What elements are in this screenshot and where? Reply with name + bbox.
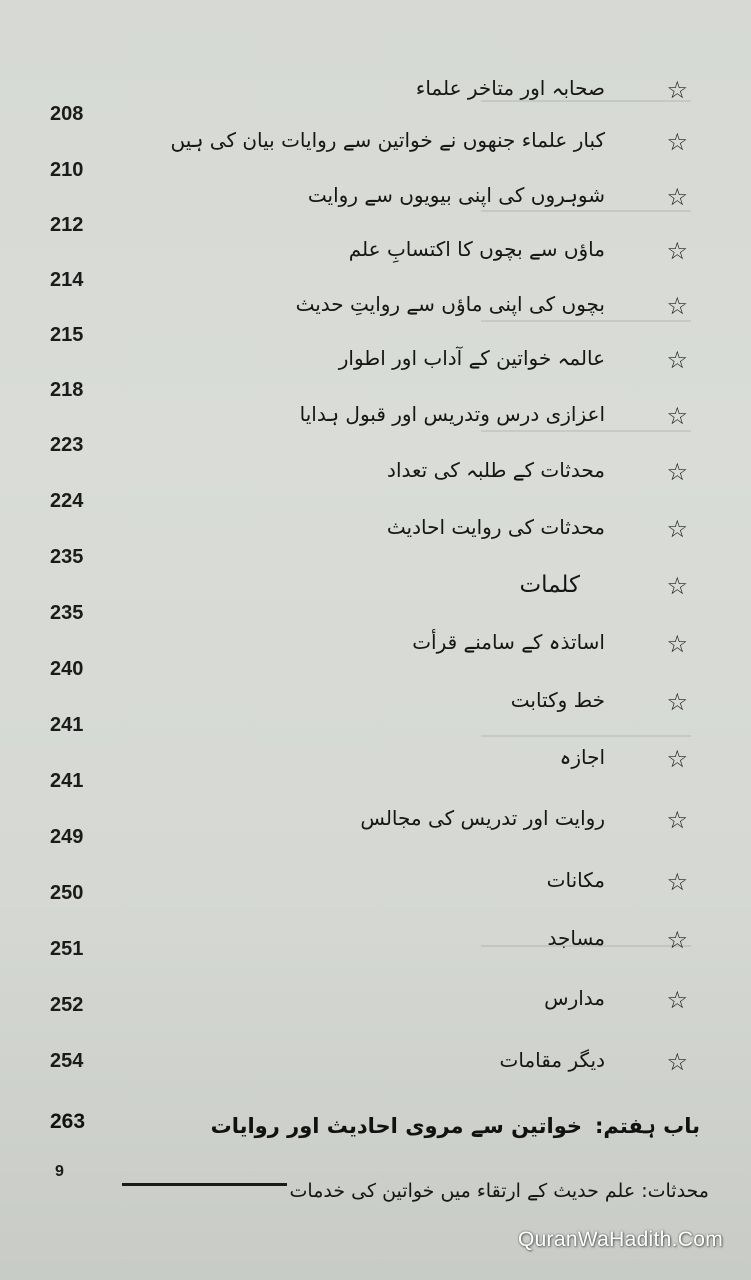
toc-page-number: 250 xyxy=(50,882,84,904)
toc-page-number: 208 xyxy=(50,103,84,125)
star-outline-icon: ☆ xyxy=(666,806,688,834)
star-outline-icon: ☆ xyxy=(666,688,688,716)
toc-entry-title: عالمہ خواتین کے آداب اور اطوار xyxy=(338,346,605,370)
toc-entry-title: کلمات xyxy=(519,572,580,598)
star-outline-icon: ☆ xyxy=(666,346,688,374)
toc-entry-title: مکانات xyxy=(546,868,605,892)
toc-page-row xyxy=(40,876,700,916)
toc-entry-title: دیگر مقامات xyxy=(499,1048,605,1072)
toc-page-row xyxy=(40,988,700,1028)
toc-page-number: 241 xyxy=(50,770,84,792)
star-outline-icon: ☆ xyxy=(666,237,688,265)
toc-page-number: 214 xyxy=(50,269,84,291)
toc-page-row xyxy=(40,652,700,692)
toc-entry-title: بچوں کی اپنی ماؤں سے روایتِ حدیث xyxy=(295,292,605,316)
toc-page-number: 249 xyxy=(50,826,84,848)
toc-entry-title: اساتذہ کے سامنے قرأت xyxy=(412,630,605,654)
star-outline-icon: ☆ xyxy=(666,128,688,156)
toc-page-number: 254 xyxy=(50,1050,84,1072)
star-outline-icon: ☆ xyxy=(666,868,688,896)
star-outline-icon: ☆ xyxy=(666,1048,688,1076)
toc-entry-title: کبار علماء جنھوں نے خواتین سے روایات بیان کی ہیں xyxy=(170,128,605,152)
toc-entry-title: محدثات کے طلبہ کی تعداد xyxy=(387,458,605,482)
toc-page-number: 241 xyxy=(50,714,84,736)
chapter-page-number: 263 xyxy=(50,1110,86,1133)
star-outline-icon: ☆ xyxy=(666,458,688,486)
toc-page-row xyxy=(40,932,700,972)
chapter-heading xyxy=(40,1110,700,1150)
star-outline-icon: ☆ xyxy=(666,986,688,1014)
toc-page-number: 251 xyxy=(50,938,84,960)
toc-page-number: 235 xyxy=(50,602,84,624)
toc-page-number: 240 xyxy=(50,658,84,680)
toc-entry-title: صحابہ اور متاخر علماء xyxy=(415,76,605,100)
toc-entry-title: محدثات کی روایت احادیث xyxy=(386,515,605,539)
footer-rule xyxy=(122,1183,287,1186)
toc-page-number: 223 xyxy=(50,434,84,456)
toc-page-number: 215 xyxy=(50,324,84,346)
toc-page-number: 235 xyxy=(50,546,84,568)
toc-page-row xyxy=(40,1044,700,1084)
toc-page-number: 252 xyxy=(50,994,84,1016)
toc-entry-title: اجازہ xyxy=(559,745,605,769)
star-outline-icon: ☆ xyxy=(666,183,688,211)
chapter-title: خواتین سے مروی احادیث اور روایات xyxy=(210,1114,582,1138)
chapter-label: باب ہفتم: xyxy=(594,1114,700,1138)
star-outline-icon: ☆ xyxy=(666,402,688,430)
toc-page-number: 224 xyxy=(50,490,84,512)
toc-page-row xyxy=(40,764,700,804)
footer-book-title: محدثات: علم حدیث کے ارتقاء میں خواتین کی خدمات xyxy=(289,1180,709,1202)
star-outline-icon: ☆ xyxy=(666,926,688,954)
toc-page-row xyxy=(40,820,700,860)
toc-page-number: 212 xyxy=(50,214,84,236)
toc-page-number: 210 xyxy=(50,159,84,181)
toc-entry-title: شوہروں کی اپنی بیویوں سے روایت xyxy=(307,183,605,207)
toc-page-number: 218 xyxy=(50,379,84,401)
star-outline-icon: ☆ xyxy=(666,515,688,543)
star-outline-icon: ☆ xyxy=(666,630,688,658)
toc-entry-title: مساجد xyxy=(547,926,605,950)
toc-entry-title: خط وکتابت xyxy=(510,688,605,712)
toc-entry-title: اعزازی درس وتدریس اور قبول ہدایا xyxy=(299,402,605,426)
toc-entry-title: روایت اور تدریس کی مجالس xyxy=(360,806,605,830)
toc-entry-title: ماؤں سے بچوں کا اکتسابِ علم xyxy=(348,237,605,261)
watermark: QuranWaHadith.Com xyxy=(517,1228,723,1251)
star-outline-icon: ☆ xyxy=(666,745,688,773)
star-outline-icon: ☆ xyxy=(666,76,688,104)
star-outline-icon: ☆ xyxy=(666,292,688,320)
footer-page-number: 9 xyxy=(55,1163,64,1180)
star-outline-icon: ☆ xyxy=(666,572,688,600)
toc-page-row xyxy=(40,708,700,748)
toc-entry-title: مدارس xyxy=(544,986,605,1010)
